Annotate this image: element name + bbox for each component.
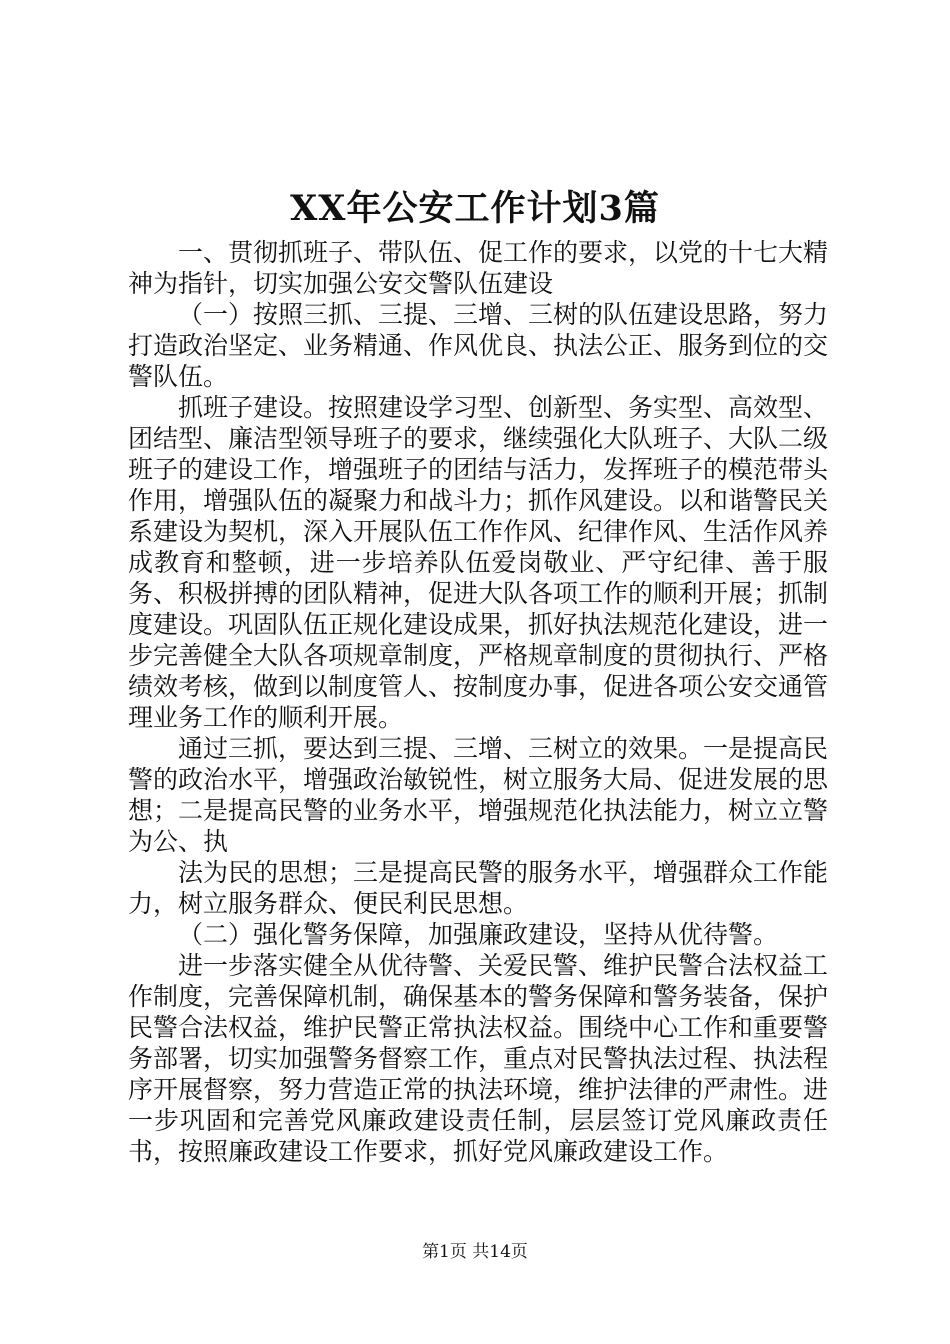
document-title: XX年公安工作计划3篇 <box>290 188 660 229</box>
document-body <box>128 237 828 1167</box>
paragraph-1: 一、贯彻抓班子、带队伍、促工作的要求，以党的十七大精神为指针，切实加强公安交警队伍建设 <box>128 238 829 298</box>
paragraph-6: （二）强化警务保障，加强廉政建设，坚持从优待警。 <box>178 920 779 949</box>
paragraph-5: 法为民的思想；三是提高民警的服务水平，增强群众工作能力，树立服务群众、便民利民思想。 <box>128 858 829 918</box>
paragraph-3: 抓班子建设。按照建设学习型、创新型、务实型、高效型、团结型、廉洁型领导班子的要求，继续强化大队班子、大队二级班子的建设工作，增强班子的团结与活力，发挥班子的模范带头作用，增强队伍的凝聚力和战斗力；抓作风建设。以和谐警民关系建设为契机，深入开展队伍工作作风、纪律作风、生活作风养成教育和整顿，进一步培养队伍爱岗敬业、严守纪律、善于服务、积极拼搏的团队精神，促进大队各项工作的顺利开展；抓制度建设。巩固队伍正规化建设成果，抓好执法规范化建设，进一步完善健全大队各项规章制度，严格规章制度的贯彻执行、严格绩效考核，做到以制度管人、按制度办事，促进各项公安交通管理业务工作的顺利开展。 <box>128 393 829 732</box>
paragraph-7: 进一步落实健全从优待警、关爱民警、维护民警合法权益工作制度，完善保障机制，确保基本的警务保障和警务装备，保护民警合法权益，维护民警正常执法权益。围绕中心工作和重要警务部署，切实加强警务督察工作，重点对民警执法过程、执法程序开展督察，努力营造正常的执法环境，维护法律的严肃性。进一步巩固和完善党风廉政建设责任制，层层签订党风廉政责任书，按照廉政建设工作要求，抓好党风廉政建设工作。 <box>128 951 829 1166</box>
paragraph-2: （一）按照三抓、三提、三增、三树的队伍建设思路，努力打造政治坚定、业务精通、作风优良、执法公正、服务到位的交警队伍。 <box>128 300 829 391</box>
page-number-footer: 第1页 共14页 <box>422 1242 528 1262</box>
paragraph-4: 通过三抓，要达到三提、三增、三树立的效果。一是提高民警的政治水平，增强政治敏锐性，树立服务大局、促进发展的思想；二是提高民警的业务水平，增强规范化执法能力，树立立警为公、执 <box>128 734 829 856</box>
